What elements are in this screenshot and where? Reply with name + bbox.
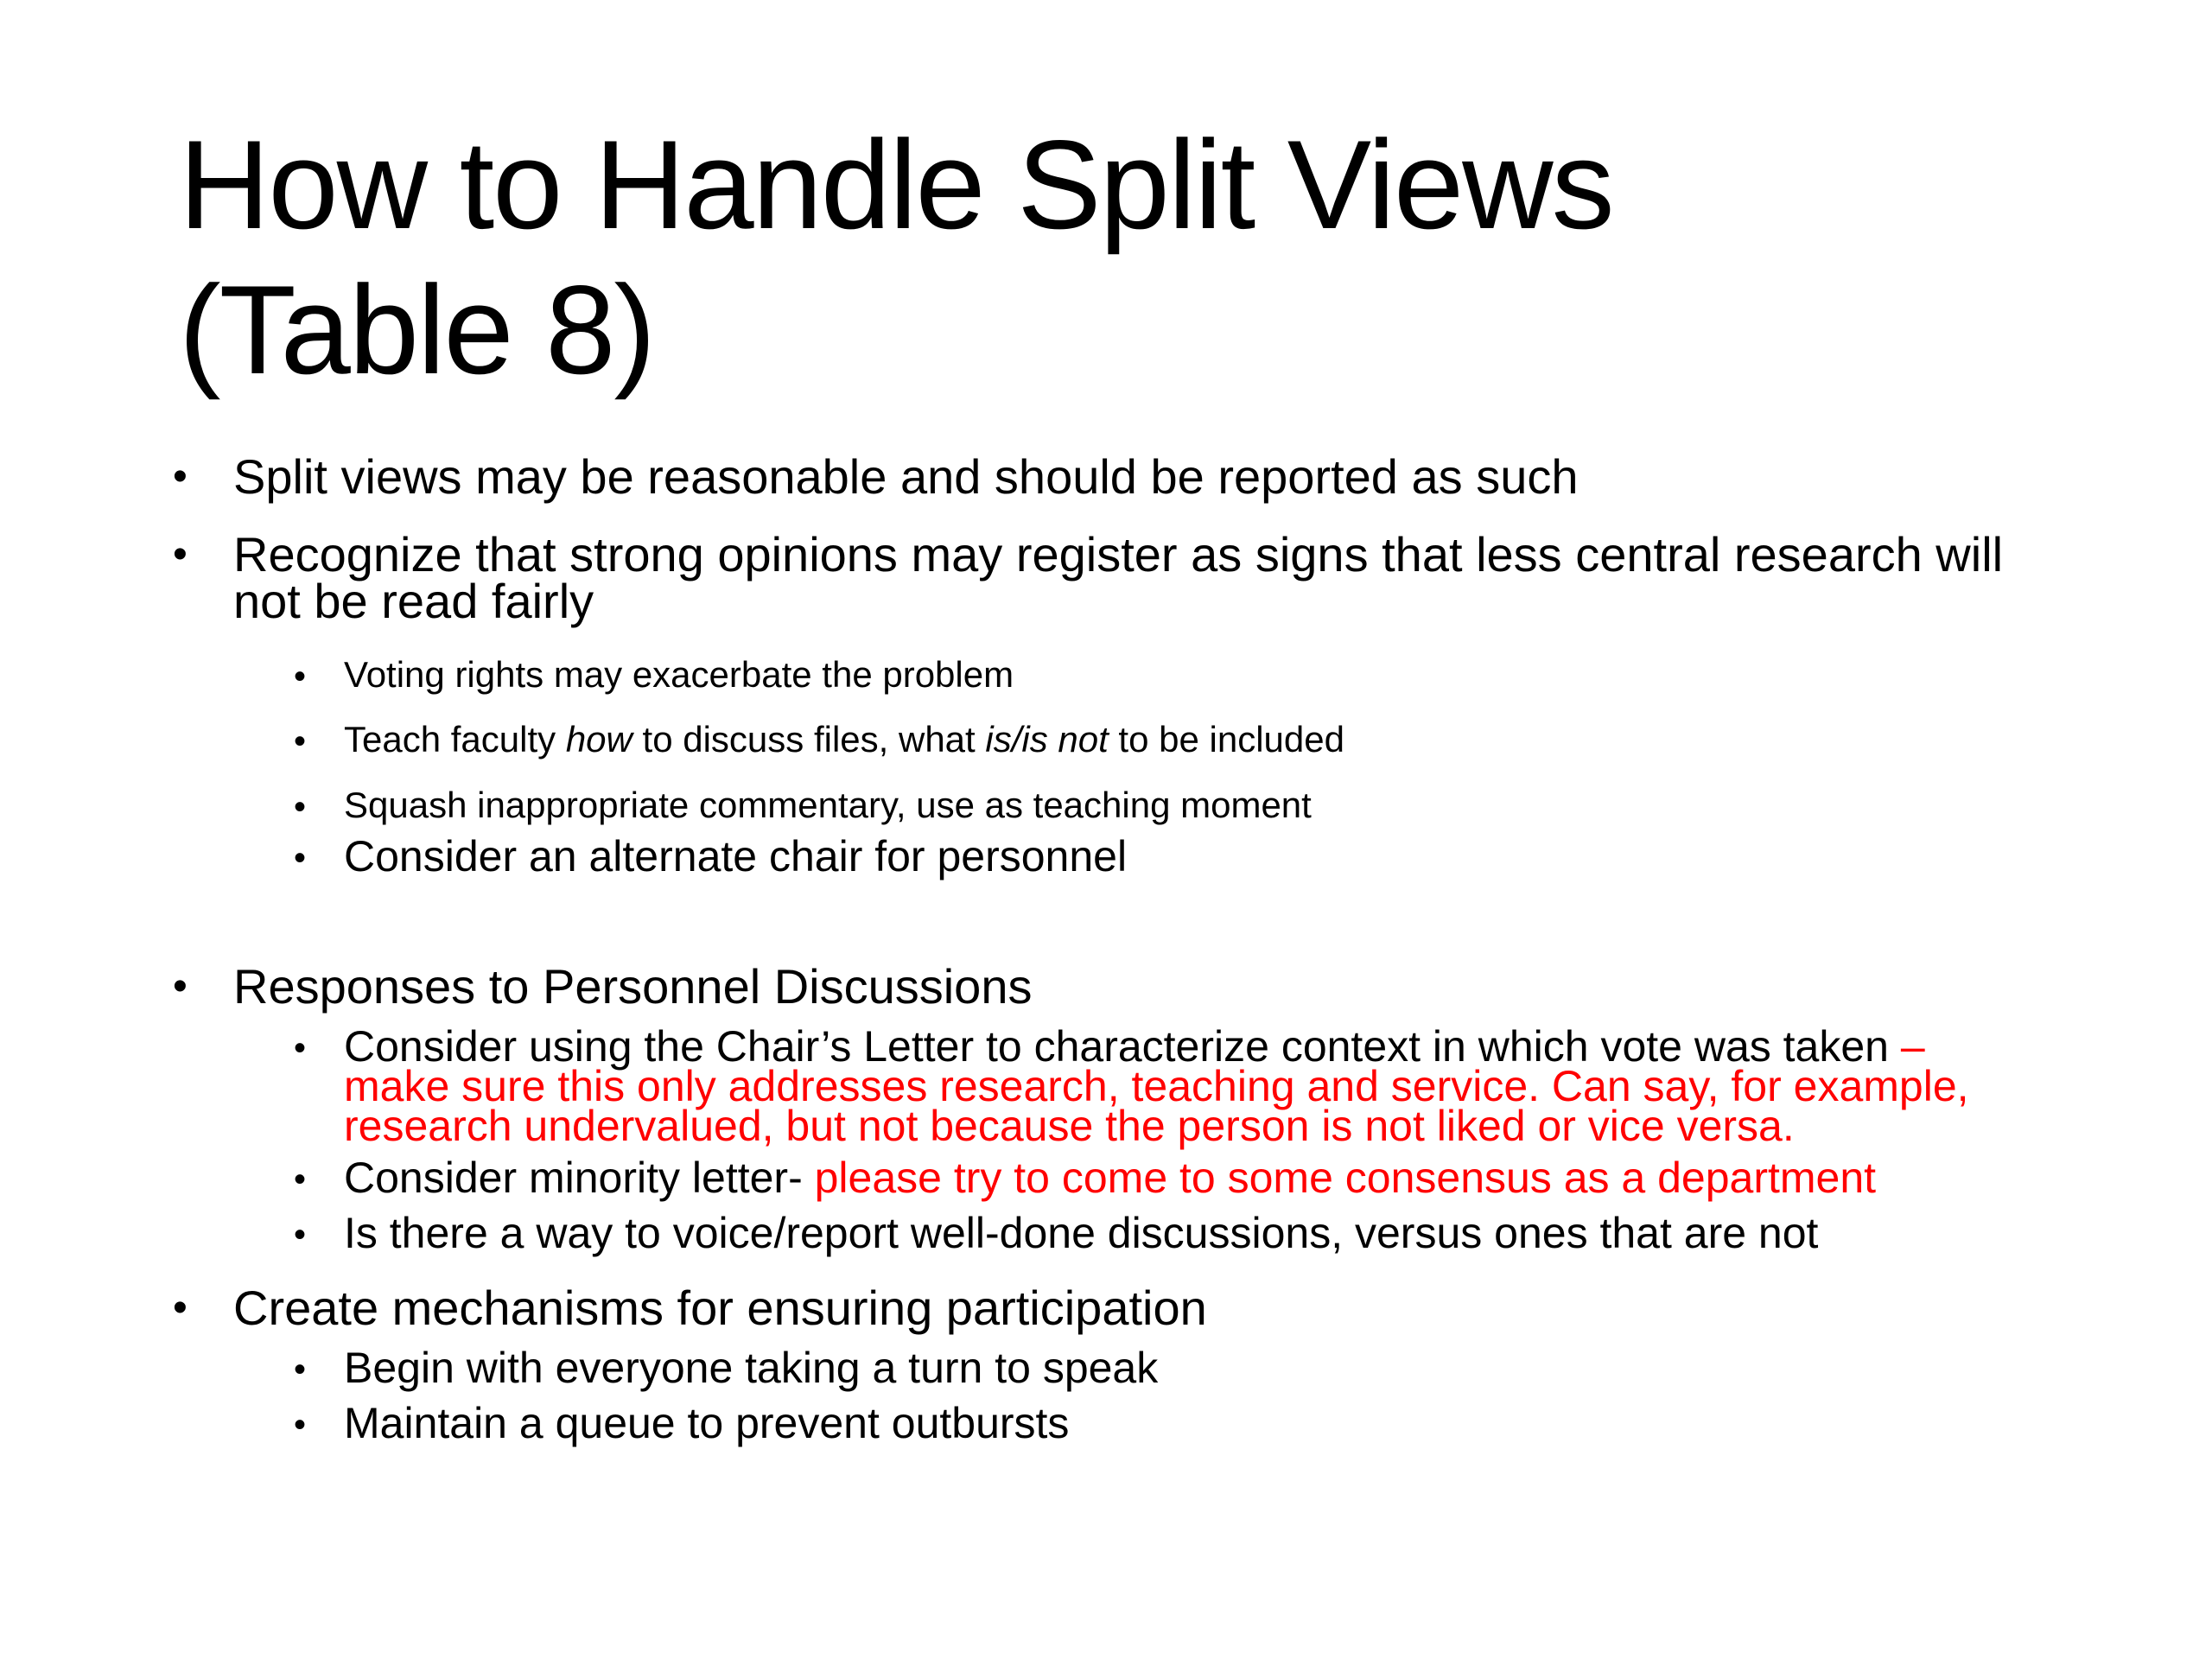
bullet-dot-icon: • bbox=[294, 722, 307, 760]
slide-title-line-1: How to Handle Split Views bbox=[179, 114, 1613, 255]
subbullet-voice-report bbox=[294, 1209, 2037, 1257]
bullet-text: Responses to Personnel Discussions bbox=[233, 959, 1033, 1014]
subbullet-text: Squash inappropriate commentary, use as teaching moment bbox=[344, 785, 1312, 825]
subbullet-text: Consider an alternate chair for personnel bbox=[344, 832, 1128, 880]
bullet-text: Split views may be reasonable and should be reported as such bbox=[233, 449, 1579, 504]
subbullet-red-note: – make sure this only addresses research, teaching and service. Can say, for example, research undervalued, but not because the person is not liked or vice versa. bbox=[344, 1022, 1969, 1150]
slide-title-line-2: (Table 8) bbox=[179, 259, 655, 400]
subbullet-red-note: please try to come to some consensus as a department bbox=[814, 1154, 1877, 1202]
subbullet-voting-rights bbox=[294, 654, 2037, 696]
slide-title bbox=[179, 112, 2080, 403]
subbullet-queue bbox=[294, 1399, 2037, 1447]
bullet-dot-icon: • bbox=[173, 454, 188, 499]
subbullet-text-italic: how bbox=[565, 719, 632, 760]
subbullet-text: Is there a way to voice/report well-done discussions, versus ones that are not bbox=[344, 1209, 1819, 1257]
bullet-dot-icon: • bbox=[173, 531, 188, 577]
bullet-dot-icon: • bbox=[294, 1216, 307, 1254]
subbullet-text: Begin with everyone taking a turn to speak bbox=[344, 1344, 1159, 1392]
subbullet-minority-letter bbox=[294, 1154, 2037, 1202]
subbullet-text-part: Teach faculty bbox=[344, 719, 566, 760]
bullet-split-views bbox=[173, 449, 2031, 504]
bullet-dot-icon: • bbox=[294, 839, 307, 877]
subbullet-chairs-letter bbox=[294, 1022, 2037, 1150]
bullet-dot-icon: • bbox=[294, 1351, 307, 1389]
bullet-create-mechanisms bbox=[173, 1281, 2031, 1335]
subbullet-everyone-speak bbox=[294, 1344, 2037, 1392]
subbullet-teach-faculty bbox=[294, 719, 2037, 760]
subbullet-text: Consider using the Chair’s Letter to characterize context in which vote was taken bbox=[344, 1022, 1901, 1071]
bullet-dot-icon: • bbox=[173, 1285, 188, 1331]
bullet-dot-icon: • bbox=[294, 1160, 307, 1198]
subbullet-squash bbox=[294, 785, 2037, 826]
subbullet-text-italic: is/is not bbox=[985, 719, 1109, 760]
bullet-dot-icon: • bbox=[294, 788, 307, 826]
bullet-dot-icon: • bbox=[173, 963, 188, 1009]
subbullet-alternate-chair bbox=[294, 832, 2037, 880]
subbullet-text: Consider minority letter- bbox=[344, 1154, 815, 1202]
bullet-dot-icon: • bbox=[294, 1406, 307, 1444]
bullet-dot-icon: • bbox=[294, 1029, 307, 1067]
bullet-text: Create mechanisms for ensuring participation bbox=[233, 1281, 1207, 1335]
subbullet-text-part: to discuss files, what bbox=[632, 719, 986, 760]
subbullet-text: Voting rights may exacerbate the problem bbox=[344, 654, 1014, 695]
bullet-dot-icon: • bbox=[294, 658, 307, 696]
subbullet-text: Maintain a queue to prevent outbursts bbox=[344, 1399, 1070, 1447]
subbullet-text-part: to be included bbox=[1108, 719, 1344, 760]
bullet-recognize bbox=[173, 527, 2031, 628]
bullet-text: Recognize that strong opinions may register as signs that less central research will not be read fairly bbox=[233, 527, 2004, 628]
bullet-responses bbox=[173, 959, 2031, 1014]
